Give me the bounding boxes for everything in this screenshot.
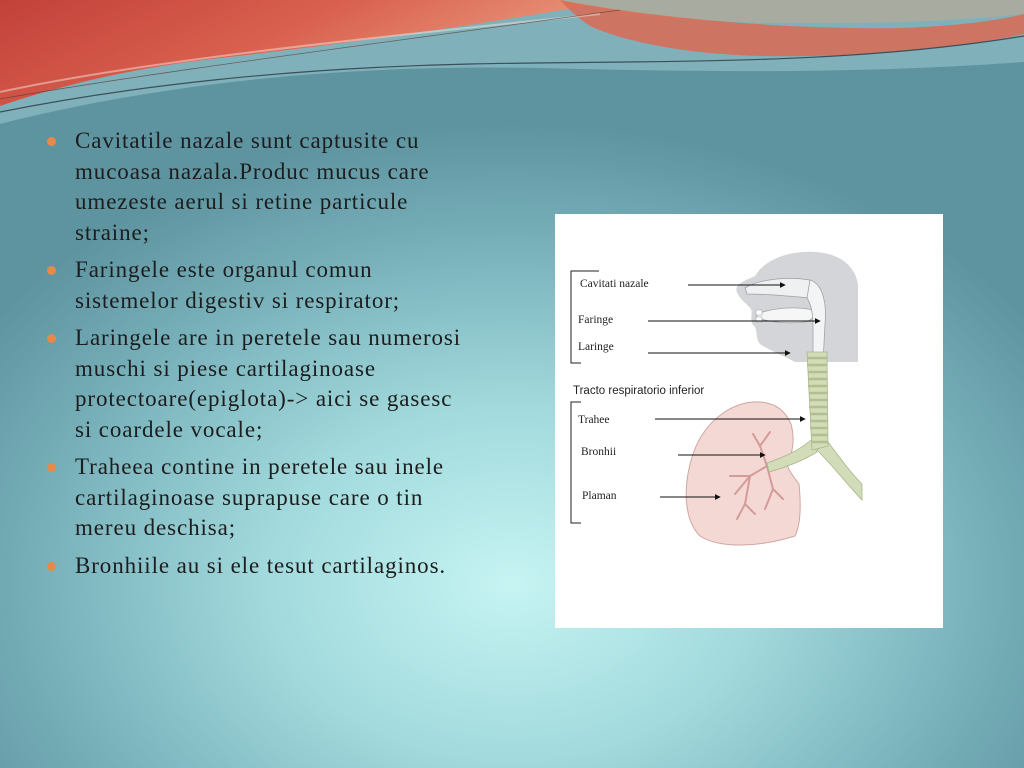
bullet-item (75, 452, 461, 544)
bullet-text-line: Cavitatile nazale sunt captusite cu (75, 128, 420, 153)
header-wave (0, 0, 1024, 130)
bullet-item (75, 126, 461, 248)
respiratory-diagram (555, 214, 943, 628)
bullet-text-line: cartilaginoase suprapuse care o tin (75, 484, 424, 510)
bullet-marker (47, 266, 56, 275)
label-trachea: Trahee (578, 414, 610, 426)
label-lung: Plaman (582, 490, 617, 502)
bullet-text-line: muschi si piese cartilaginoase (75, 355, 377, 381)
bullet-item (75, 323, 461, 445)
bullet-text-line: protectoare(epiglota)-> aici se gasesc (75, 386, 453, 411)
bullet-item (75, 255, 461, 316)
bullet-text-line: sistemelor digestiv si respirator; (75, 287, 401, 313)
bullet-text-line: umezeste aerul si retine particule (75, 189, 409, 214)
head-silhouette (736, 252, 858, 362)
label-nasal-cavities: Cavitati nazale (580, 278, 649, 290)
bullet-list (75, 126, 461, 581)
bullet-marker (47, 334, 56, 343)
bullet-marker (47, 463, 56, 472)
bullet-text-line: mereu deschisa; (75, 515, 237, 540)
bullet-text-line: Traheea contine in peretele sau inele (75, 454, 445, 479)
bullet-marker (47, 562, 56, 571)
bullet-text-line: si coardele vocale; (75, 416, 264, 442)
label-pharynx: Faringe (578, 314, 614, 326)
respiratory-diagram-panel (555, 214, 943, 628)
label-bronchi: Bronhii (581, 446, 617, 458)
bullet-text-line: straine; (75, 219, 150, 245)
label-larynx: Laringe (578, 341, 614, 353)
bullet-text-line: Laringele are in peretele sau numerosi (75, 325, 462, 350)
lower-tract-heading: Tracto respiratorio inferior (573, 385, 705, 397)
bullet-text-line: Faringele este organul comun (75, 257, 373, 282)
bullet-marker (47, 137, 56, 146)
bullet-item (75, 551, 461, 582)
lung (686, 402, 800, 545)
bullet-text-line: mucoasa nazala.Produc mucus care (75, 158, 430, 184)
bullet-text-line: Bronhiile au si ele tesut cartilaginos. (75, 552, 447, 578)
